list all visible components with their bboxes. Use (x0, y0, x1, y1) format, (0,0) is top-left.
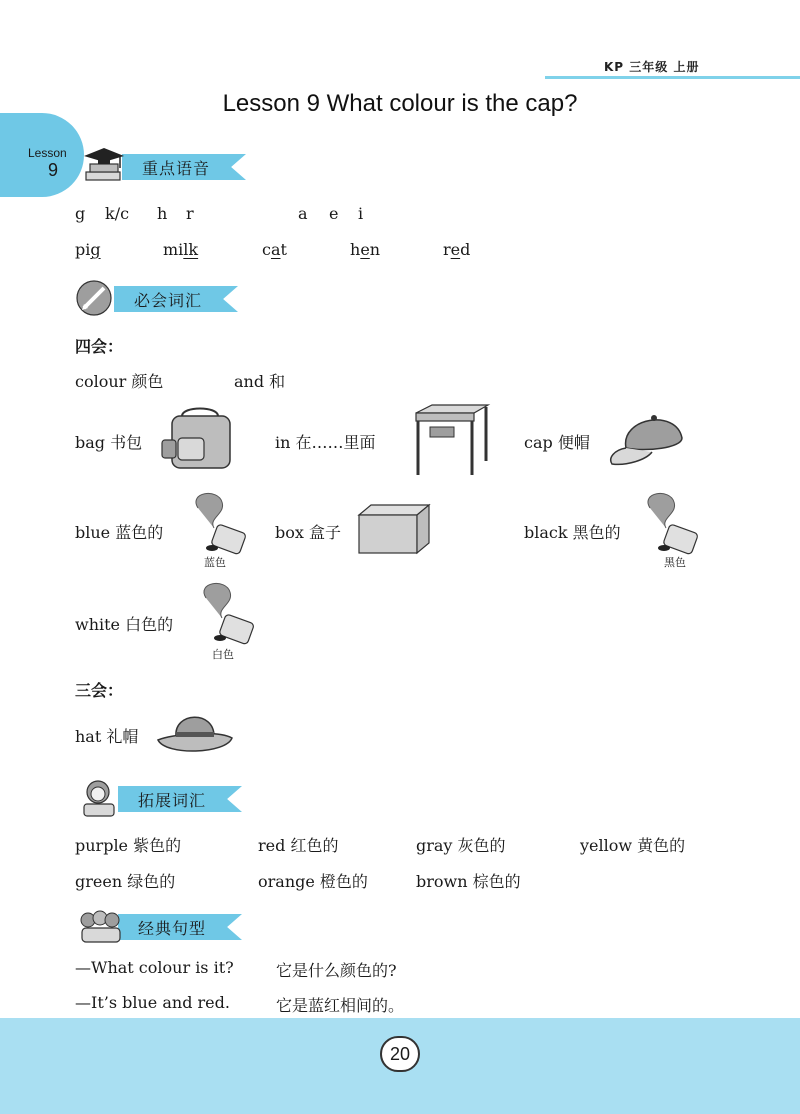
hat-icon (156, 708, 234, 758)
ext-word-green: green 绿色的 (75, 872, 176, 891)
graduation-cap-books-icon (82, 146, 126, 186)
phonics-word-pig: pig (75, 240, 101, 259)
word-hat: hat 礼帽 (75, 727, 139, 746)
book-label: KP 三年级 上册 (604, 60, 700, 74)
consonant-g: g (75, 204, 86, 223)
ext-word-brown: brown 棕色的 (416, 872, 521, 891)
school-bag-icon (158, 404, 238, 472)
sentence-question-cn: 它是什么颜色的? (276, 961, 397, 980)
ink-bottle-blue-icon (188, 488, 252, 554)
consonant-kc: k/c (105, 204, 130, 223)
word-box: box 盒子 (275, 523, 341, 542)
word-white: white 白色的 (75, 615, 174, 634)
ink-bottle-black-icon (640, 488, 704, 554)
sentence-answer-cn: 它是蓝红相间的。 (276, 996, 405, 1015)
section-title: 拓展词汇 (138, 791, 207, 810)
sentence-answer: —It’s blue and red. (75, 993, 230, 1012)
vowel-e: e (329, 204, 339, 223)
section-extended-heading (78, 784, 248, 814)
phonics-word-cat: cat (262, 240, 287, 259)
phonics-word-hen: hen (350, 240, 381, 259)
vowel-i: i (358, 204, 364, 223)
word-and: and 和 (234, 372, 286, 391)
word-black: black 黑色的 (524, 523, 621, 542)
desk-icon (408, 403, 492, 477)
children-group-icon (78, 906, 122, 946)
section-sentences-heading (78, 912, 248, 942)
word-colour: colour 颜色 (75, 372, 164, 391)
three-skills-label: 三会： (75, 681, 124, 700)
word-cap: cap 便帽 (524, 433, 590, 452)
ext-word-red: red 红色的 (258, 836, 339, 855)
sentence-question: —What colour is it? (75, 958, 234, 977)
ext-word-gray: gray 灰色的 (416, 836, 506, 855)
ink-label-blue: 蓝色 (204, 556, 226, 569)
phonics-word-red: red (443, 240, 471, 259)
pencil-circle-icon (74, 278, 118, 318)
box-icon (357, 503, 431, 555)
word-blue: blue 蓝色的 (75, 523, 164, 542)
section-vocab-heading (74, 284, 244, 314)
consonant-r: r (186, 204, 194, 223)
page-title: Lesson 9 What colour is the cap? (222, 90, 578, 117)
section-title: 重点语音 (142, 159, 211, 178)
section-phonics-heading (82, 152, 252, 182)
vowel-a: a (298, 204, 308, 223)
page-number: 20 (380, 1036, 420, 1072)
section-title: 经典句型 (138, 919, 207, 938)
section-title: 必会词汇 (134, 291, 203, 310)
ext-word-yellow: yellow 黄色的 (580, 836, 686, 855)
four-skills-label: 四会： (75, 337, 124, 356)
consonant-h: h (157, 204, 168, 223)
cap-icon (606, 408, 686, 470)
lesson-badge-word: Lesson (28, 146, 67, 160)
word-in: in 在……里面 (275, 433, 376, 452)
ink-label-black: 黑色 (664, 556, 686, 569)
lesson-badge-number: 9 (48, 160, 59, 180)
ink-label-white: 白色 (212, 648, 234, 661)
ext-word-orange: orange 橙色的 (258, 872, 368, 891)
ext-word-purple: purple 紫色的 (75, 836, 182, 855)
header-rule (545, 76, 800, 79)
word-bag: bag 书包 (75, 433, 143, 452)
child-reading-icon (78, 778, 122, 818)
ink-bottle-white-icon (196, 578, 260, 644)
phonics-word-milk: milk (163, 240, 199, 259)
